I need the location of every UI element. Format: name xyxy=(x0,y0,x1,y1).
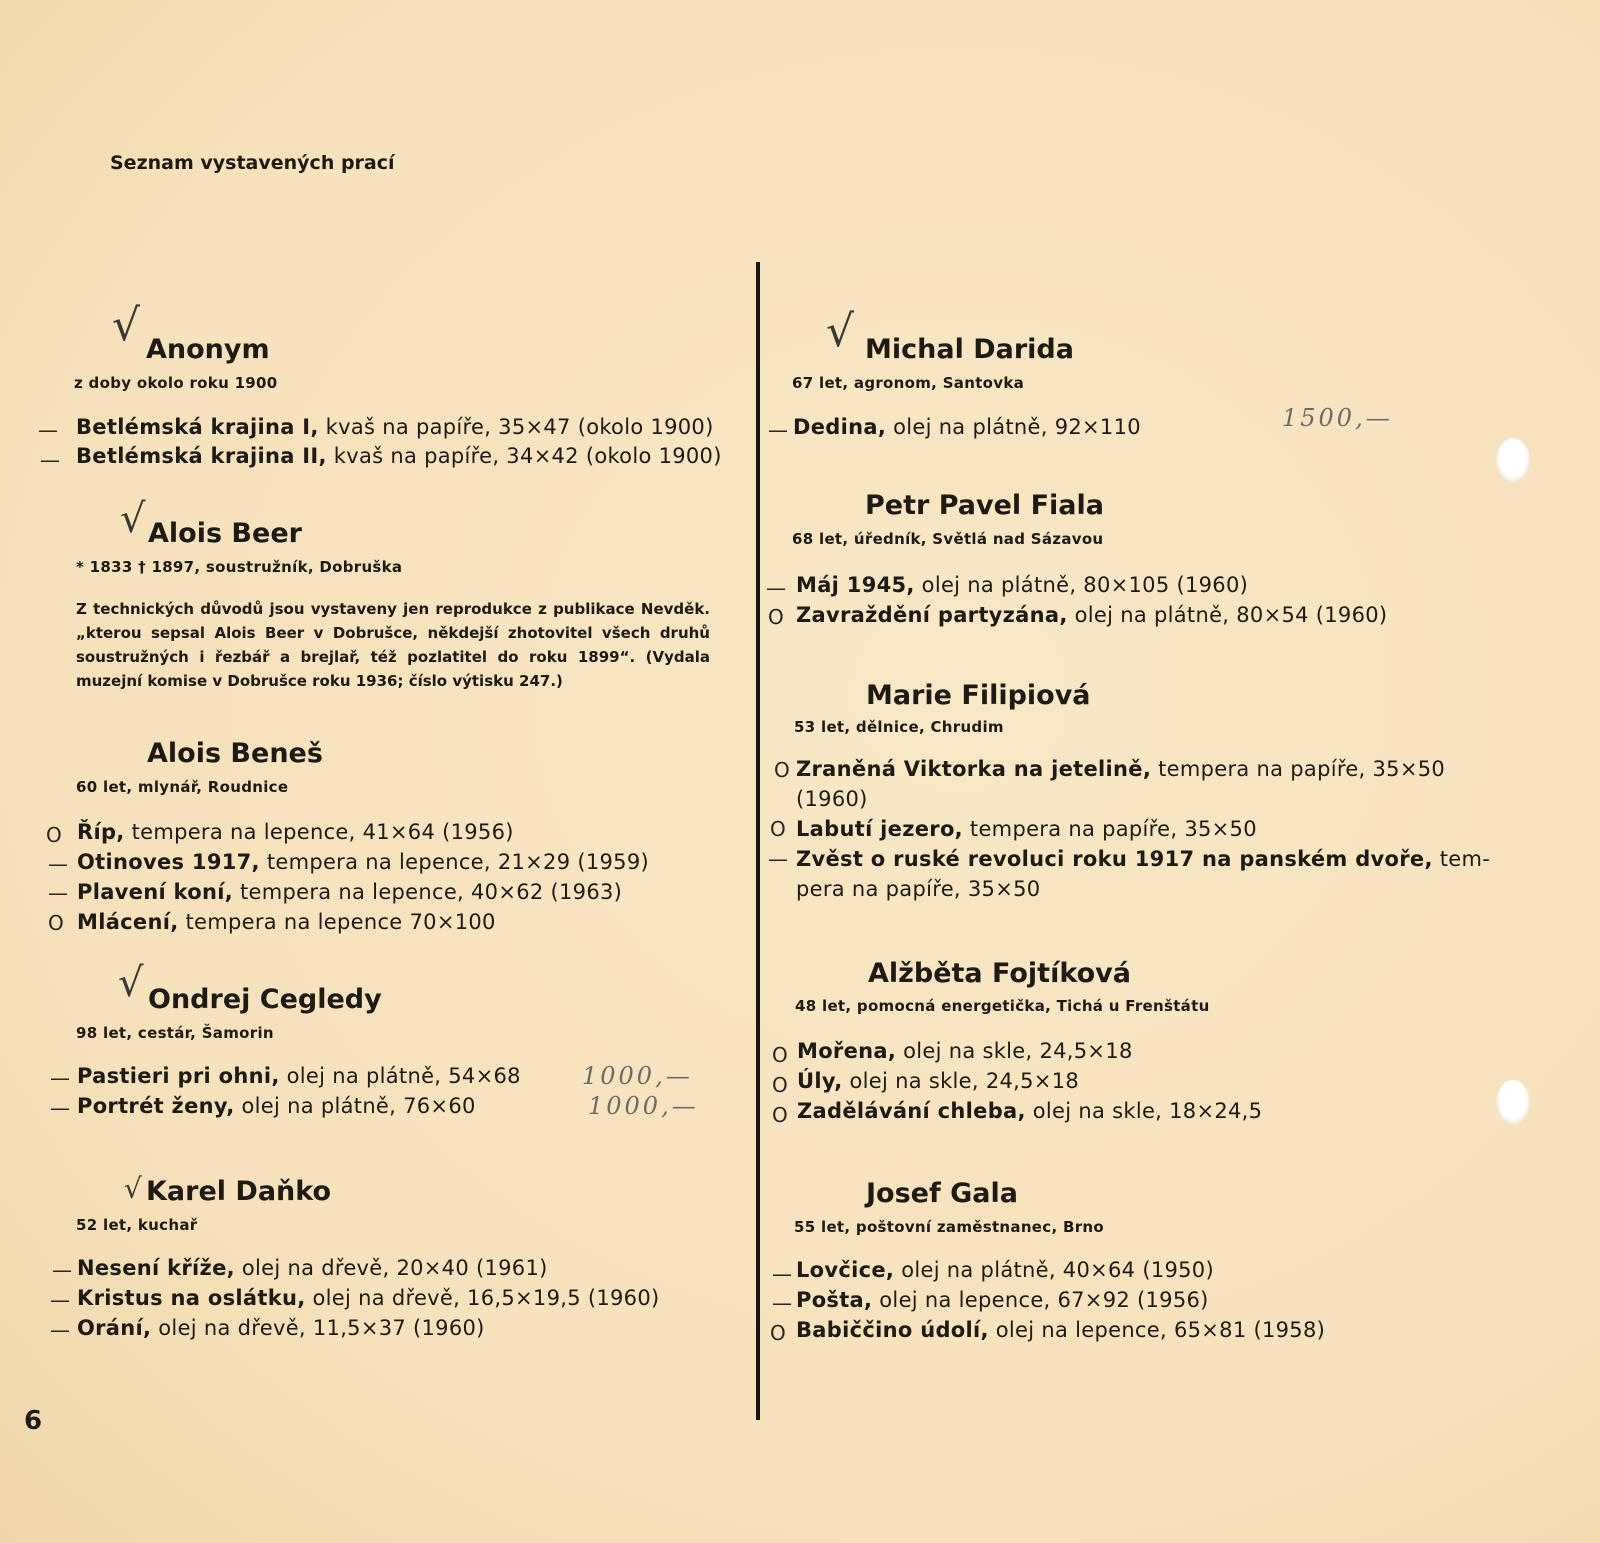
artist-info: 52 let, kuchař xyxy=(76,1216,198,1234)
artist-name: Josef Gala xyxy=(866,1178,1018,1209)
pencil-mark: — xyxy=(768,418,788,442)
work-entry xyxy=(793,415,1141,439)
pencil-mark: — xyxy=(50,1096,70,1120)
pencil-mark: O xyxy=(772,1043,788,1067)
handwritten-check: √ xyxy=(124,1172,142,1205)
pencil-mark: O xyxy=(48,911,64,935)
work-details: olej na skle, 24,5×18 xyxy=(842,1069,1080,1093)
pencil-mark: O xyxy=(768,605,784,629)
artist-info: 67 let, agronom, Santovka xyxy=(792,374,1025,392)
work-title: Zadělávání chleba, xyxy=(797,1099,1026,1123)
pencil-mark: — xyxy=(52,1258,72,1282)
work-title: Otinoves 1917, xyxy=(77,850,260,874)
work-entry xyxy=(797,1099,1262,1123)
page-number: 6 xyxy=(24,1406,43,1436)
artist-info: z doby okolo roku 1900 xyxy=(74,374,278,392)
work-details: olej na dřevě, 16,5×19,5 (1960) xyxy=(305,1286,660,1310)
artist-info: 60 let, mlynář, Roudnice xyxy=(76,778,289,796)
artist-info: 55 let, poštovní zaměstnanec, Brno xyxy=(794,1218,1105,1236)
artist-name: Alois Beer xyxy=(148,518,302,549)
work-title: Portrét ženy, xyxy=(77,1094,235,1118)
artist-info: * 1833 † 1897, soustružník, Dobruška xyxy=(76,558,403,576)
artist-info: 68 let, úředník, Světlá nad Sázavou xyxy=(792,530,1104,548)
pencil-mark: O xyxy=(772,1073,788,1097)
work-title: Dedina, xyxy=(793,415,887,439)
artist-info: 48 let, pomocná energetička, Tichá u Frenštátu xyxy=(795,997,1210,1015)
work-title: Nesení kříže, xyxy=(77,1256,235,1280)
punch-hole xyxy=(1496,1080,1530,1124)
handwritten-check: √ xyxy=(120,496,146,542)
punch-hole xyxy=(1496,438,1530,482)
column-divider xyxy=(756,262,760,1420)
work-details: olej na plátně, 80×54 (1960) xyxy=(1067,603,1388,627)
artist-note: Z technických důvodů jsou vystaveny jen reprodukce z publikace Nevděk. „kterou sepsal Alois Beer v Dobrušce, někdejší zhotovitel všech druhů soustružných i řezbář a brejlař, též pozlatitel do roku 1899“. (Vydala muzejní komise v Dobrušce roku 1936; číslo výtisku 247.) xyxy=(76,600,710,690)
work-title: Mlácení, xyxy=(77,910,179,934)
artist-name: Karel Daňko xyxy=(146,1176,332,1207)
work-entry xyxy=(797,1069,1079,1093)
work-title: Říp, xyxy=(77,820,125,844)
pencil-mark: — xyxy=(772,1262,792,1286)
pencil-mark: — xyxy=(766,576,786,600)
pencil-mark: — xyxy=(50,1318,70,1342)
work-entry xyxy=(77,880,622,904)
work-entry xyxy=(796,847,1490,871)
pencil-mark: — xyxy=(40,448,60,472)
artist-name: Marie Filipiová xyxy=(866,680,1091,711)
work-title: Lovčice, xyxy=(796,1258,895,1282)
handwritten-check: √ xyxy=(826,306,855,357)
pencil-mark: — xyxy=(38,418,58,442)
work-title: Úly, xyxy=(797,1069,843,1093)
artist-name: Anonym xyxy=(146,334,270,365)
work-details: tem- xyxy=(1432,847,1491,871)
work-title: Pošta, xyxy=(796,1288,873,1312)
artist-info: 98 let, cestár, Šamorin xyxy=(76,1024,274,1042)
pencil-mark: — xyxy=(50,1288,70,1312)
handwritten-price: 1000,— xyxy=(588,1092,699,1120)
work-details: kvaš na papíře, 35×47 (okolo 1900) xyxy=(318,415,714,439)
page-heading: Seznam vystavených prací xyxy=(110,152,395,174)
work-entry xyxy=(796,817,1257,841)
work-entry xyxy=(77,1256,548,1280)
work-entry xyxy=(796,573,1248,597)
work-entry xyxy=(76,444,722,468)
work-details: olej na lepence, 65×81 (1958) xyxy=(988,1318,1326,1342)
work-entry xyxy=(77,820,514,844)
pencil-mark: — xyxy=(772,1291,792,1315)
work-details: olej na dřevě, 20×40 (1961) xyxy=(234,1256,548,1280)
work-title: Zraněná Viktorka na jetelině, xyxy=(796,757,1152,781)
pencil-mark: — xyxy=(50,1066,70,1090)
work-entry xyxy=(77,910,496,934)
work-title: Mořena, xyxy=(797,1039,897,1063)
handwritten-check: √ xyxy=(112,300,141,351)
work-details: kvaš na papíře, 34×42 (okolo 1900) xyxy=(326,444,722,468)
work-entry xyxy=(796,1318,1325,1342)
work-title: Labutí jezero, xyxy=(796,817,963,841)
work-title: Betlémská krajina I, xyxy=(76,415,319,439)
pencil-mark: O xyxy=(770,1321,786,1345)
work-entry xyxy=(76,415,714,439)
work-entry xyxy=(77,850,649,874)
work-entry xyxy=(796,1288,1209,1312)
artist-info: 53 let, dělnice, Chrudim xyxy=(794,718,1004,736)
work-details: olej na plátně, 80×105 (1960) xyxy=(914,573,1249,597)
work-entry-continuation: (1960) xyxy=(796,787,868,811)
work-details: tempera na papíře, 35×50 xyxy=(962,817,1257,841)
work-title: Kristus na oslátku, xyxy=(77,1286,306,1310)
pencil-mark: O xyxy=(772,1103,788,1127)
work-entry xyxy=(77,1064,521,1088)
handwritten-price: 1500,— xyxy=(1282,404,1393,432)
artist-name: Petr Pavel Fiala xyxy=(865,490,1104,521)
artist-name: Ondrej Cegledy xyxy=(148,984,382,1015)
work-details: tempera na lepence, 40×62 (1963) xyxy=(233,880,623,904)
work-title: Zvěst o ruské revoluci roku 1917 na panském dvoře, xyxy=(796,847,1433,871)
work-title: Máj 1945, xyxy=(796,573,915,597)
work-details: tempera na lepence, 21×29 (1959) xyxy=(259,850,649,874)
artist-name: Michal Darida xyxy=(865,334,1074,365)
work-details: olej na lepence, 67×92 (1956) xyxy=(872,1288,1209,1312)
pencil-mark: — xyxy=(768,847,788,871)
pencil-mark: — xyxy=(48,881,68,905)
work-title: Babiččino údolí, xyxy=(796,1318,989,1342)
work-entry xyxy=(796,1258,1214,1282)
pencil-mark: — xyxy=(48,852,68,876)
work-details: olej na skle, 18×24,5 xyxy=(1025,1099,1263,1123)
work-entry xyxy=(77,1094,476,1118)
work-entry xyxy=(796,603,1387,627)
artist-name: Alois Beneš xyxy=(147,738,323,769)
work-details: olej na plátně, 92×110 xyxy=(886,415,1141,439)
work-entry-continuation: pera na papíře, 35×50 xyxy=(796,877,1041,901)
work-details: olej na skle, 24,5×18 xyxy=(896,1039,1133,1063)
artist-name: Alžběta Fojtíková xyxy=(868,958,1131,989)
pencil-mark: O xyxy=(774,758,790,782)
work-title: Orání, xyxy=(77,1316,152,1340)
work-title: Pastieri pri ohni, xyxy=(77,1064,280,1088)
work-details: olej na plátně, 76×60 xyxy=(234,1094,476,1118)
work-details: olej na dřevě, 11,5×37 (1960) xyxy=(151,1316,485,1340)
work-title: Plavení koní, xyxy=(77,880,234,904)
work-details: tempera na lepence, 41×64 (1956) xyxy=(124,820,514,844)
handwritten-check: √ xyxy=(118,960,144,1006)
work-title: Zavraždění partyzána, xyxy=(796,603,1068,627)
work-details: olej na plátně, 54×68 xyxy=(279,1064,521,1088)
work-entry xyxy=(77,1286,659,1310)
work-entry xyxy=(796,757,1445,781)
work-details: olej na plátně, 40×64 (1950) xyxy=(894,1258,1214,1282)
handwritten-price: 1000,— xyxy=(582,1062,693,1090)
pencil-mark: O xyxy=(46,823,62,847)
pencil-mark: O xyxy=(770,817,786,841)
work-details: tempera na papíře, 35×50 xyxy=(1151,757,1446,781)
work-entry xyxy=(797,1039,1133,1063)
work-entry xyxy=(77,1316,485,1340)
work-details: tempera na lepence 70×100 xyxy=(178,910,496,934)
work-title: Betlémská krajina II, xyxy=(76,444,327,468)
